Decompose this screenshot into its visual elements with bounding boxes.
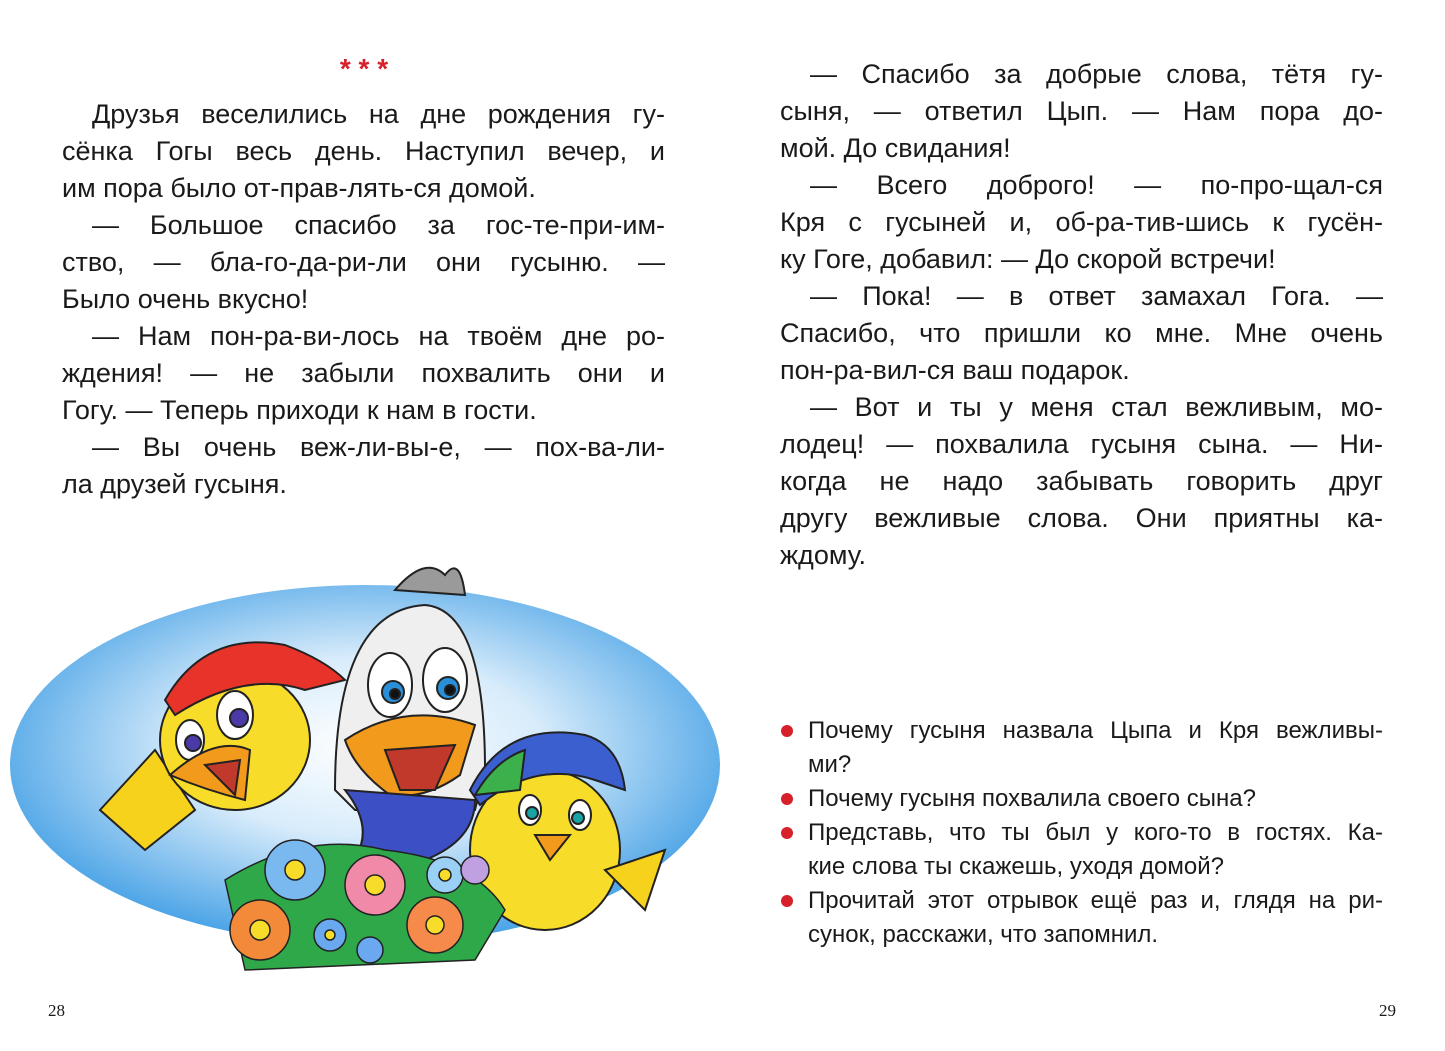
text-line: — Всего доброго! — по-про-щал-ся — [810, 170, 1383, 200]
text-line: Гогу. — Теперь приходи к нам в гости. — [62, 395, 537, 425]
text-line: ла друзей гусыня. — [62, 469, 287, 499]
question-line: Почему гусыня назвала Цыпа и Кря вежливы- — [808, 717, 1383, 744]
text-line: лодец! — похвалила гусыня сына. — Ни- — [780, 429, 1383, 459]
right-page-text — [780, 56, 1383, 574]
text-line: Кря с гусыней и, об-ра-тив-шись к гусён- — [780, 207, 1383, 237]
question-item — [780, 816, 1383, 884]
paragraph — [780, 56, 1383, 167]
text-line: другу вежливые слова. Они приятны ка- — [780, 503, 1383, 533]
text-line: пон-ра-вил-ся ваш подарок. — [780, 355, 1130, 385]
question-line: сунок, расскажи, что запомнил. — [808, 921, 1159, 948]
text-line: мой. До свидания! — [780, 133, 1011, 163]
text-line: Было очень вкусно! — [62, 284, 309, 314]
paragraph — [62, 318, 665, 429]
text-line: сыня, — ответил Цып. — Нам пора до- — [780, 96, 1383, 126]
text-line: ку Гоге, добавил: — До скорой встречи! — [780, 244, 1276, 274]
text-line: — Вы очень веж-ли-вы-е, — пох-ва-ли- — [92, 432, 665, 462]
question-line: Почему гусыня похвалила своего сына? — [808, 785, 1256, 812]
question-line: кие слова ты скажешь, уходя домой? — [808, 853, 1224, 880]
text-line: им пора было от-прав-лять-ся домой. — [62, 173, 536, 203]
bullet-icon — [781, 725, 793, 737]
question-item — [780, 884, 1383, 952]
text-line: когда не надо забывать говорить друг — [780, 466, 1383, 496]
text-line: ждому. — [780, 540, 866, 570]
paragraph — [62, 429, 665, 503]
question-line: ми? — [808, 751, 852, 778]
text-line: ство, — бла-го-да-ри-ли они гусыню. — — [62, 247, 665, 277]
section-ornament: * * * — [339, 53, 389, 84]
text-line: Спасибо, что пришли ко мне. Мне очень — [780, 318, 1383, 348]
question-item — [780, 714, 1383, 782]
text-line: — Пока! — в ответ замахал Гога. — — [810, 281, 1383, 311]
text-line: — Большое спасибо за гос-те-при-им- — [92, 210, 665, 240]
text-line: — Вот и ты у меня стал вежливым, мо- — [810, 392, 1383, 422]
text-line: сёнка Гогы весь день. Наступил вечер, и — [62, 136, 665, 166]
question-item — [780, 782, 1383, 816]
page-number-left: 28 — [48, 1001, 65, 1020]
page-number-right: 29 — [1379, 1001, 1396, 1020]
paragraph — [62, 207, 665, 318]
paragraph — [780, 278, 1383, 389]
bullet-icon — [781, 827, 793, 839]
text-line: — Спасибо за добрые слова, тётя гу- — [810, 59, 1383, 89]
ducks-illustration — [5, 550, 725, 985]
paragraph — [780, 389, 1383, 574]
text-line: — Нам пон-ра-ви-лось на твоём дне ро- — [92, 321, 665, 351]
paragraph — [780, 167, 1383, 278]
left-page-text — [62, 96, 665, 503]
bullet-icon — [781, 793, 793, 805]
questions-list — [780, 714, 1383, 952]
bullet-icon — [781, 895, 793, 907]
paragraph — [62, 96, 665, 207]
text-line: Друзья веселились на дне рождения гу- — [92, 99, 665, 129]
text-line: ждения! — не забыли похвалить они и — [62, 358, 665, 388]
question-line: Представь, что ты был у кого-то в гостях. Ка- — [808, 819, 1383, 846]
question-line: Прочитай этот отрывок ещё раз и, глядя на ри- — [808, 887, 1383, 914]
